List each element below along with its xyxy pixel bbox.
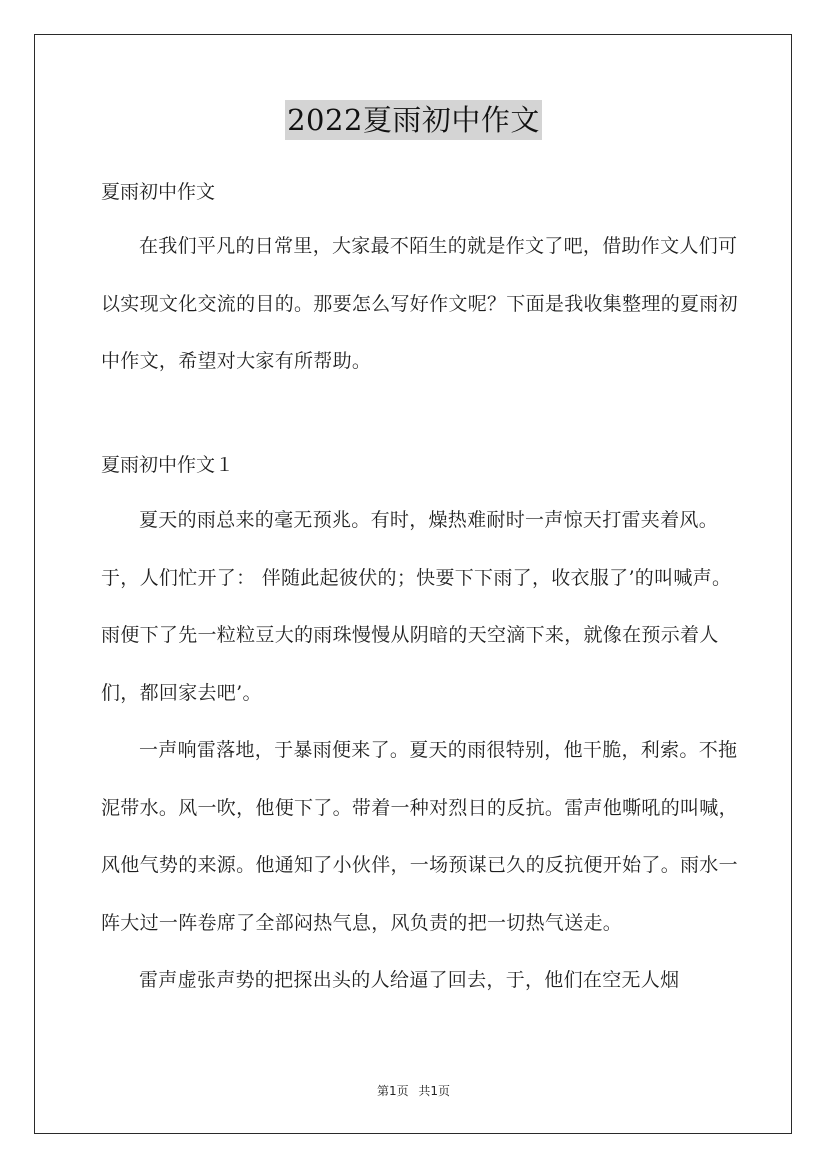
essay-heading: 夏雨初中作文１ [101, 454, 235, 476]
intro-block [101, 218, 741, 391]
page-footer [0, 1082, 827, 1099]
page-number: 第1页 [376, 1084, 409, 1098]
title-container [0, 100, 827, 140]
essay-body [101, 492, 741, 1010]
intro-paragraph: 在我们平凡的日常里，大家最不陌生的就是作文了吧，借助作文人们可以实现文化交流的目的。那要怎么写好作文呢？下面是我收集整理的夏雨初中作文，希望对大家有所帮助。 [101, 235, 738, 372]
total-pages: 共1页 [418, 1084, 451, 1098]
section-heading: 夏雨初中作文 [101, 181, 216, 203]
document-title: 2022夏雨初中作文 [285, 100, 542, 140]
essay-paragraph-3: 雷声虚张声势的把探出头的人给逼了回去，于，他们在空无人烟 [139, 969, 680, 991]
essay-paragraph-1: 夏天的雨总来的毫无预兆。有时，燥热难耐时一声惊天打雷夹着风。于，人们忙开了： 伴随此起彼伏的；快要下下雨了，收衣服了’的叫喊声。雨便下了先一粒粒豆大的雨珠慢慢从阴暗的天空滴下来，就像在预示着人们，都回家去吧’。 [101, 509, 732, 704]
essay-paragraph-2: 一声响雷落地，于暴雨便来了。夏天的雨很特别，他干脆，利索。不拖泥带水。风一吹，他便下了。带着一种对烈日的反抗。雷声他嘶吼的叫喊，风他气势的来源。他通知了小伙伴，一场预谋已久的反抗便开始了。雨水一阵大过一阵卷席了全部闷热气息，风负责的把一切热气送走。 [101, 739, 738, 934]
